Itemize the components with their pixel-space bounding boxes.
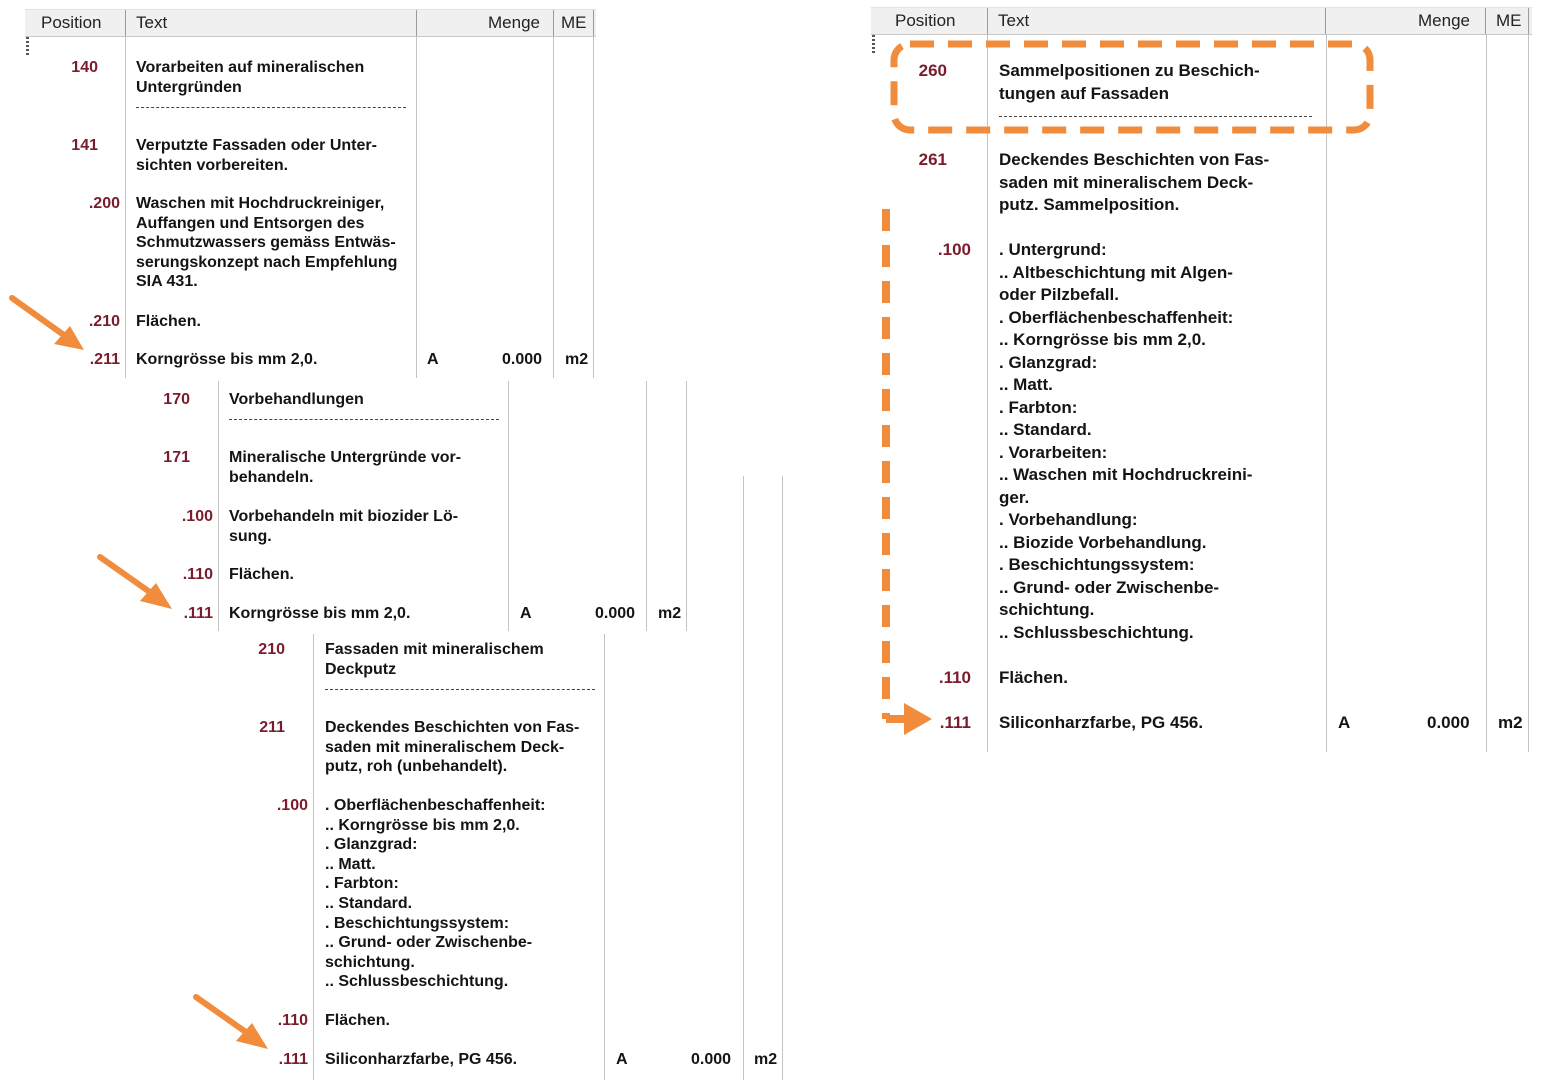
column-line bbox=[313, 634, 314, 1080]
position-number: .100 bbox=[181, 508, 213, 525]
row-text: Siliconharzfarbe, PG 456. bbox=[325, 1051, 518, 1068]
row-text: Mineralische Untergründe vor- behandeln. bbox=[229, 449, 462, 486]
column-line bbox=[1486, 34, 1487, 752]
row-text: Vorbehandeln mit biozider Lö- sung. bbox=[229, 508, 459, 545]
header-separator[interactable] bbox=[1528, 8, 1529, 34]
row-text: Verputzte Fassaden oder Unter- sichten vorbereiten. bbox=[136, 137, 377, 174]
position-number: 171 bbox=[163, 449, 190, 466]
bracket-arrow-icon bbox=[876, 205, 936, 745]
column-line bbox=[782, 476, 783, 1080]
column-line bbox=[987, 34, 988, 752]
unit-value: m2 bbox=[565, 351, 589, 368]
row-text: . Oberflächenbeschaffenheit: .. Korngrösse bis mm 2,0. . Glanzgrad: .. Matt. . Farbton: .. Standard. . Beschichtungssystem: .. Grund- oder Zwischenbe- schichtung. .. Schlussbeschichtung. bbox=[325, 797, 546, 991]
position-number: .110 bbox=[182, 566, 213, 583]
highlight-box bbox=[890, 40, 1376, 136]
quantity-value[interactable]: 0.000 bbox=[1427, 713, 1470, 732]
table1-header bbox=[25, 9, 596, 37]
column-line bbox=[553, 36, 554, 378]
quantity-value[interactable]: 0.000 bbox=[691, 1051, 732, 1068]
column-line bbox=[593, 36, 594, 378]
row-text: Flächen. bbox=[229, 566, 294, 583]
position-number: 261 bbox=[918, 150, 947, 169]
column-line bbox=[686, 381, 687, 631]
table4-header bbox=[871, 7, 1532, 35]
arrow-icon bbox=[192, 991, 272, 1053]
header-separator[interactable] bbox=[987, 8, 988, 34]
position-number: 170 bbox=[163, 391, 190, 408]
section-divider bbox=[229, 419, 499, 420]
header-menge[interactable]: Menge bbox=[488, 13, 540, 32]
quantity-value[interactable]: 0.000 bbox=[595, 605, 636, 622]
row-marker bbox=[872, 35, 875, 53]
type-code: A bbox=[427, 351, 439, 368]
column-line bbox=[604, 634, 605, 1080]
row-text: Sammelpositionen zu Beschich- tungen auf Fassaden bbox=[999, 61, 1260, 103]
column-line bbox=[416, 36, 417, 378]
header-position[interactable]: Position bbox=[895, 11, 956, 30]
column-line bbox=[743, 476, 744, 1080]
arrow-icon bbox=[8, 292, 88, 357]
column-line bbox=[1528, 34, 1529, 752]
column-line bbox=[508, 381, 509, 631]
header-menge[interactable]: Menge bbox=[1418, 11, 1470, 30]
position-number: .111 bbox=[183, 605, 213, 622]
header-position[interactable]: Position bbox=[41, 13, 102, 32]
row-text: Korngrösse bis mm 2,0. bbox=[136, 351, 318, 368]
header-separator[interactable] bbox=[125, 10, 126, 36]
quantity-value[interactable]: 0.000 bbox=[502, 351, 543, 368]
header-me[interactable]: ME bbox=[1496, 11, 1522, 30]
unit-value: m2 bbox=[658, 605, 682, 622]
position-number: 210 bbox=[258, 641, 285, 658]
column-line bbox=[646, 381, 647, 631]
row-text: Vorarbeiten auf mineralischen Untergründen bbox=[136, 59, 365, 96]
row-text: Flächen. bbox=[999, 668, 1068, 687]
row-text: Deckendes Beschichten von Fas- saden mit mineralischem Deck- putz, roh (unbehandelt). bbox=[325, 719, 580, 776]
header-separator[interactable] bbox=[553, 10, 554, 36]
header-text[interactable]: Text bbox=[998, 11, 1030, 30]
row-text: Deckendes Beschichten von Fas- saden mit mineralischem Deck- putz. Sammelposition. bbox=[999, 150, 1270, 214]
position-number: 141 bbox=[71, 137, 98, 154]
row-text: . Untergrund: .. Altbeschichtung mit Algen- oder Pilzbefall. . Oberflächenbeschaffenheit: .. Korngrösse bis mm 2,0. . Glanzgrad: .. Matt. . Farbton: .. Standard. . Vorarbeiten: .. Waschen mit Hochdruckreini- ger. . Vorbehandlung: .. Biozide Vorbehandlung. . Beschichtungssystem: .. Grund- oder Zwischenbe- schichtung. .. Schlussbeschichtung. bbox=[999, 240, 1253, 642]
header-text[interactable]: Text bbox=[136, 13, 168, 32]
position-number: .200 bbox=[88, 195, 120, 212]
header-me[interactable]: ME bbox=[561, 13, 587, 32]
section-divider bbox=[325, 689, 595, 690]
section-divider bbox=[136, 107, 406, 108]
row-marker bbox=[26, 37, 29, 55]
column-line bbox=[218, 381, 219, 631]
position-number: .100 bbox=[937, 240, 971, 259]
position-number: .111 bbox=[278, 1051, 308, 1068]
position-number: .110 bbox=[938, 668, 971, 687]
arrow-icon bbox=[96, 551, 176, 613]
header-separator[interactable] bbox=[593, 10, 594, 36]
position-number: .110 bbox=[277, 1012, 308, 1029]
position-number: .211 bbox=[89, 351, 120, 368]
position-number: .111 bbox=[939, 713, 971, 732]
row-text: Korngrösse bis mm 2,0. bbox=[229, 605, 411, 622]
position-number: .100 bbox=[276, 797, 308, 814]
column-line bbox=[125, 36, 126, 378]
header-separator[interactable] bbox=[1325, 8, 1326, 34]
row-text: Fassaden mit mineralischem Deckputz bbox=[325, 641, 544, 678]
type-code: A bbox=[616, 1051, 628, 1068]
row-text: Waschen mit Hochdruckreiniger, Auffangen und Entsorgen des Schmutzwassers gemäss Entwäs- serungskonzept nach Empfehlung SIA 431. bbox=[136, 195, 398, 291]
row-text: Siliconharzfarbe, PG 456. bbox=[999, 713, 1204, 732]
type-code: A bbox=[520, 605, 532, 622]
column-line bbox=[1326, 34, 1327, 752]
position-number: 260 bbox=[918, 61, 947, 80]
header-separator[interactable] bbox=[416, 10, 417, 36]
position-number: 211 bbox=[259, 719, 285, 736]
header-separator[interactable] bbox=[1485, 8, 1486, 34]
row-text: Flächen. bbox=[136, 313, 201, 330]
row-text: Flächen. bbox=[325, 1012, 390, 1029]
unit-value: m2 bbox=[1498, 713, 1523, 732]
position-number: 140 bbox=[71, 59, 98, 76]
unit-value: m2 bbox=[754, 1051, 778, 1068]
position-number: .210 bbox=[88, 313, 120, 330]
row-text: Vorbehandlungen bbox=[229, 391, 364, 408]
type-code: A bbox=[1338, 713, 1351, 732]
